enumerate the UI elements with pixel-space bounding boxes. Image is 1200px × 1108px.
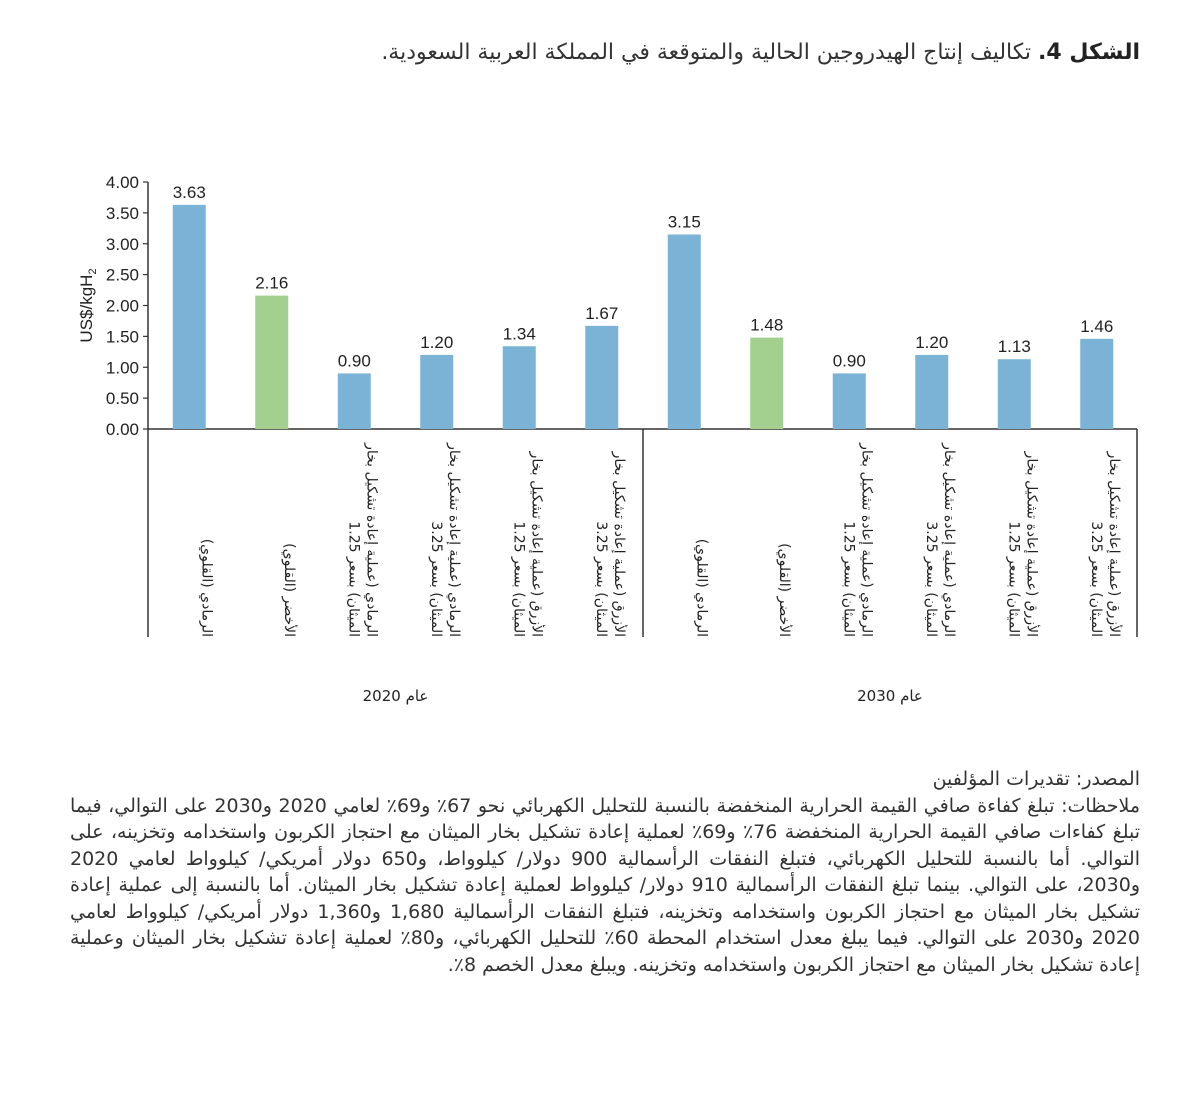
category-label — [819, 437, 875, 637]
category-label-text: الأخضر (القلوي) — [280, 543, 297, 637]
y-tick-label: 4.00 — [105, 173, 139, 192]
figure-title — [140, 40, 1140, 65]
category-label — [654, 437, 710, 637]
category-label — [737, 437, 793, 637]
y-tick-label: 3.00 — [105, 234, 139, 254]
bar-chart — [0, 150, 1200, 720]
figure-number: الشكل 4. — [1038, 40, 1140, 65]
category-label — [242, 437, 298, 637]
y-tick-label: 2.50 — [105, 265, 139, 285]
bar-value-label: 0.90 — [832, 351, 866, 371]
y-axis-label-subscript: 2 — [87, 268, 99, 275]
group-label: عام 2030 — [857, 687, 923, 705]
bar — [750, 338, 783, 429]
category-label-text: الأخضر (القلوي) — [775, 543, 792, 637]
category-label-text: الرمادي (القلوي) — [198, 538, 215, 637]
y-tick-label: 2.00 — [105, 296, 139, 316]
category-label-text: الأزرق (عملية إعادة تشكيل بخار الميثان) بسعر 1.25 — [510, 451, 545, 637]
bar — [668, 234, 701, 429]
bar-value-label: 1.20 — [420, 332, 454, 352]
category-label-text: الرمادي (عملية إعادة تشكيل بخار الميثان) بسعر 3.25 — [922, 443, 957, 637]
category-label-text: الأزرق (عملية إعادة تشكيل بخار الميثان) بسعر 3.25 — [592, 451, 627, 637]
y-tick-label: 1.50 — [105, 327, 139, 347]
category-label-text: الرمادي (عملية إعادة تشكيل بخار الميثان) بسعر 1.25 — [345, 443, 380, 637]
category-label — [159, 437, 215, 637]
bar — [173, 205, 206, 429]
bar — [503, 346, 536, 429]
category-label-text: الرمادي (القلوي) — [693, 538, 710, 637]
notes-block — [70, 766, 1140, 978]
bar-value-label: 3.15 — [667, 212, 701, 232]
category-label — [324, 437, 380, 637]
bar-value-label: 1.20 — [915, 332, 949, 352]
y-tick-label: 0.50 — [105, 389, 139, 409]
bar — [1080, 339, 1113, 429]
category-label-text: الرمادي (عملية إعادة تشكيل بخار الميثان) بسعر 3.25 — [427, 443, 462, 637]
bar-value-label: 1.67 — [585, 303, 619, 323]
bar-value-label: 1.34 — [502, 324, 536, 344]
bar — [998, 359, 1031, 429]
y-tick-label: 3.50 — [105, 203, 139, 223]
bar — [338, 373, 371, 429]
category-label — [407, 437, 463, 637]
y-tick-label: 0.00 — [105, 420, 139, 439]
y-axis-label: US$/kgH$_2$ — [77, 268, 99, 343]
category-label-text: الأزرق (عملية إعادة تشكيل بخار الميثان) بسعر 1.25 — [1005, 451, 1040, 637]
bar — [833, 373, 866, 429]
category-label — [572, 437, 628, 637]
bar — [585, 326, 618, 429]
category-label — [984, 437, 1040, 637]
group-label: عام 2020 — [362, 687, 429, 705]
bar-value-label: 1.46 — [1080, 316, 1114, 336]
bar — [420, 355, 453, 429]
bar-value-label: 3.63 — [172, 182, 206, 202]
category-label-text: الرمادي (عملية إعادة تشكيل بخار الميثان) بسعر 1.25 — [840, 443, 875, 637]
bar-value-label: 1.48 — [750, 315, 784, 335]
bar-value-label: 1.13 — [997, 337, 1031, 357]
bar — [915, 355, 948, 429]
notes-text: ملاحظات: تبلغ كفاءة صافي القيمة الحرارية المنخفضة بالنسبة للتحليل الكهربائي نحو 67٪ و69٪ لعامي 2020 و2030 على التوالي، فيما تبلغ كفاءات صافي القيمة الحرارية المنخفضة 76٪ و69٪ لعملية إعادة تشكيل بخار الميثان مع احتجاز الكربون واستخدامه وتخزينه، على التوالي. أما بالنسبة للتحليل الكهربائي، فتبلغ النفقات الرأسمالية 900 دولار/ كيلوواط، و650 دولار أمريكي/ كيلوواط لعامي 2020 و2030، على التوالي. بينما تبلغ النفقات الرأسمالية 910 دولار/ كيلوواط لعملية إعادة تشكيل بخار الميثان. أما بالنسبة إلى عملية إعادة تشكيل بخار الميثان مع احتجاز الكربون واستخدامه وتخزينه، فتبلغ النفقات الرأسمالية 1,680 و1,360 دولار أمريكي/ كيلوواط لعامي 2020 و2030 على التوالي. فيما يبلغ معدل استخدام المحطة 60٪ للتحليل الكهربائي، و80٪ لعملية إعادة تشكيل بخار الميثان وعملية إعادة تشكيل بخار الميثان مع احتجاز الكربون واستخدامه وتخزينه. ويبلغ معدل الخصم 8٪. — [70, 794, 1141, 976]
category-label-text: الأزرق (عملية إعادة تشكيل بخار الميثان) بسعر 3.25 — [1087, 451, 1122, 637]
source-note: المصدر: تقديرات المؤلفين — [932, 768, 1140, 790]
bar-value-label: 2.16 — [255, 273, 289, 293]
bar — [255, 296, 288, 429]
category-label — [1067, 437, 1123, 637]
category-label — [489, 437, 545, 637]
figure-caption: تكاليف إنتاج الهيدروجين الحالية والمتوقعة في المملكة العربية السعودية. — [381, 40, 1032, 65]
category-label — [902, 437, 958, 637]
y-tick-label: 1.00 — [105, 358, 139, 378]
bar-value-label: 0.90 — [337, 351, 371, 371]
